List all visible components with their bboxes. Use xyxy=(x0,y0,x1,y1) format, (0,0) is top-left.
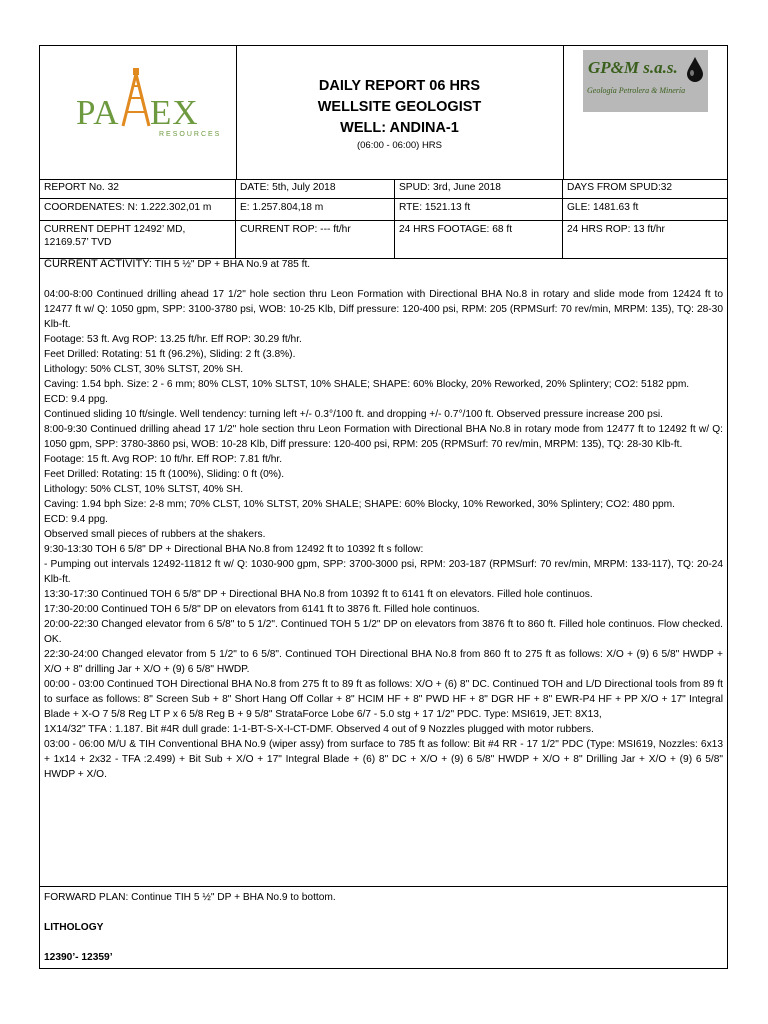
depth-interval: 12390’- 12359’ xyxy=(44,952,113,963)
activity-log xyxy=(44,287,723,782)
info-row xyxy=(40,221,727,259)
current-activity xyxy=(44,257,723,272)
gle: GLE: 1481.63 ft xyxy=(567,202,639,213)
parex-sub: RESOURCES xyxy=(159,131,222,138)
footage-24h: 24 HRS FOOTAGE: 68 ft xyxy=(395,221,563,258)
coordinates-e: E: 1.257.804,18 m xyxy=(236,199,395,220)
title-subtitle: (06:00 - 06:00) HRS xyxy=(356,140,442,151)
activity-paragraph: 9:30-13:30 TOH 6 5/8" DP + Directional BHA No.8 from 12492 ft to 10392 ft s follow: xyxy=(44,544,424,555)
parex-logo-cell xyxy=(40,46,237,179)
oil-drop-icon xyxy=(686,56,704,82)
activity-paragraph: Lithology: 50% CLST, 30% SLTST, 20% SH. xyxy=(44,364,244,375)
parex-logo xyxy=(40,46,236,179)
activity-paragraph: Caving: 1.94 bph Size: 2-8 mm; 70% CLST, 10% SLTST, 20% SHALE; SHAPE: 60% Blocky, 10% Reworked, 30% Splintery; CO2: 480 ppm. xyxy=(44,499,675,510)
activity-paragraph: Footage: 15 ft. Avg ROP: 10 ft/hr. Eff ROP: 7.81 ft/hr. xyxy=(44,454,283,465)
title-line-3: WELL: ANDINA-1 xyxy=(340,120,459,136)
activity-paragraph: 17:30-20:00 Continued TOH 6 5/8" DP on elevators from 6141 ft to 3876 ft. Filled hole continuos. xyxy=(44,604,480,615)
activity-paragraph: Feet Drilled: Rotating: 15 ft (100%), Sliding: 0 ft (0%). xyxy=(44,469,285,480)
gpm-logo xyxy=(583,50,708,112)
current-depth: CURRENT DEPHT 12492’ MD, 12169.57’ TVD xyxy=(40,221,236,258)
activity-paragraph: 20:00-22:30 Changed elevator from 6 5/8" to 5 1/2". Continued TOH 5 1/2" DP on elevators from 3876 ft to 860 ft. Filled hole continuos. Flow checked. OK. xyxy=(44,619,723,645)
activity-paragraph: ECD: 9.4 ppg. xyxy=(44,514,108,525)
report-page xyxy=(39,45,728,969)
activity-paragraph: 00:00 - 03:00 Continued TOH Directional BHA No.8 from 275 ft to 89 ft as follows: X/O + (6) 8" DC. Continued TOH and L/D Directional tools from 89 ft to surface as follows: 8" Screen Sub + 8" Short Hang Off Collar + 8" HCIM HF + 8" PWD HF + 8" DGR HF + 8" EWR-P4 HF + PP X/O + 17" Integral Blade + X-O 7 5/8 Reg LT P x 6 5/8 Reg B + 9 5/8" StrataForce Lobe 6/7 - 5.0 stg + 17 1/2" PDC. Type: MSI619, JET: 8X13, xyxy=(44,679,723,720)
activity-paragraph: 22:30-24:00 Changed elevator from 5 1/2" to 6 5/8". Continued TOH Directional BHA No.8 from 860 ft to 275 ft as follows: X/O + (9) 6 5/8" HWDP + X/O + 8" drilling Jar + X/O + (9) 6 5/8" HWDP. xyxy=(44,649,723,675)
activity-paragraph: Lithology: 50% CLST, 10% SLTST, 40% SH. xyxy=(44,484,244,495)
lithology-heading: LITHOLOGY xyxy=(44,922,104,933)
report-body xyxy=(40,257,727,782)
activity-paragraph: Continued sliding 10 ft/single. Well tendency: turning left +/- 0.3°/100 ft. and dropping +/- 0.7°/100 ft. Observed pressure increase 200 psi. xyxy=(44,409,664,420)
parex-brand-left: PA xyxy=(76,93,120,132)
activity-paragraph: Feet Drilled: Rotating: 51 ft (96.2%), Sliding: 2 ft (3.8%). xyxy=(44,349,296,360)
info-row xyxy=(40,199,727,221)
activity-paragraph: - Pumping out intervals 12492-11812 ft w/ Q: 1030-900 gpm, SPP: 3700-3000 psi, RPM: 203-187 (RPMSurf: 70 rev/min, MRPM: 133-117), TQ: 20-24 Klb-ft. xyxy=(44,559,723,585)
gpm-sub: Geología Petrolera & Minería xyxy=(587,86,686,95)
rte: RTE: 1521.13 ft xyxy=(395,199,563,220)
activity-paragraph: 13:30-17:30 Continued TOH 6 5/8" DP + Directional BHA No.8 from 10392 ft to 6141 ft on elevators. Filled hole continuos. xyxy=(44,589,593,600)
coordinates-n: COORDENATES: N: 1.222.302,01 m xyxy=(40,199,236,220)
days-from-spud: DAYS FROM SPUD:32 xyxy=(567,182,673,193)
activity-paragraph: 1X14/32" TFA : 1.187. Bit #4R dull grade: 1-1-BT-S-X-I-CT-DMF. Observed 4 out of 9 Nozzles plugged with motor rubbers. xyxy=(44,724,594,735)
report-title-block xyxy=(236,46,564,179)
activity-paragraph: Observed small pieces of rubbers at the shakers. xyxy=(44,529,266,540)
title-line-1: DAILY REPORT 06 HRS xyxy=(318,78,481,94)
current-activity-label: CURRENT ACTIVITY: xyxy=(44,258,152,270)
activity-paragraph: Footage: 53 ft. Avg ROP: 13.25 ft/hr. Eff ROP: 30.29 ft/hr. xyxy=(44,334,302,345)
current-activity-value: TIH 5 ½" DP + BHA No.9 at 785 ft. xyxy=(154,259,311,270)
report-number: REPORT No. 32 xyxy=(40,179,236,198)
activity-paragraph: 8:00-9:30 Continued drilling ahead 17 1/2" hole section thru Leon Formation with Directional BHA No.8 in rotary mode from 12477 ft to 12492 ft w/ Q: 1050 gpm, SPP: 3780-3860 psi, WOB: 10-28 Klb, Diff pressure: 120-400 psi, RPM: 205 (RPMSurf: 70 rev/min, MRPM: 135), TQ: 28-30 Klb-ft. xyxy=(44,424,723,450)
gpm-logo-cell xyxy=(563,46,727,179)
current-rop: CURRENT ROP: --- ft/hr xyxy=(236,221,395,258)
activity-paragraph: Caving: 1.54 bph. Size: 2 - 6 mm; 80% CLST, 10% SLTST, 10% SHALE; SHAPE: 60% Blocky, 20% Reworked, 20% Splintery; CO2: 5182 ppm. xyxy=(44,379,690,390)
forward-plan: FORWARD PLAN: Continue TIH 5 ½" DP + BHA No.9 to bottom. xyxy=(44,892,336,903)
gpm-brand: GP&M s.a.s. xyxy=(588,58,678,77)
info-row xyxy=(40,179,727,199)
rop-24h: 24 HRS ROP: 13 ft/hr xyxy=(567,224,665,235)
report-date: DATE: 5th, July 2018 xyxy=(236,179,395,198)
spud-date: SPUD: 3rd, June 2018 xyxy=(395,179,563,198)
title-line-2: WELLSITE GEOLOGIST xyxy=(317,99,482,115)
parex-brand-right: EX xyxy=(150,93,199,132)
activity-paragraph: 03:00 - 06:00 M/U & TIH Conventional BHA No.9 (wiper assy) from surface to 785 ft as follow: Bit #4 RR - 17 1/2" PDC (Type: MSI619, Nozzles: 6x13 + 1x14 + 2x32 - TFA :2.499) + Bit Sub + X/O + 17" Integral Blade + (6) 8" DC + X/O + (9) 6 5/8" HWDP + X/O + 8" Drilling Jar + X/O + (9) 6 5/8" HWDP + X/O. xyxy=(44,739,723,780)
activity-paragraph: 04:00-8:00 Continued drilling ahead 17 1/2" hole section thru Leon Formation with Directional BHA No.8 in rotary and slide mode from 12424 ft to 12477 ft w/ Q: 1050 gpm, SPP: 3100-3780 psi, WOB: 10-25 Klb, Diff pressure: 120-400 psi, RPM: 205 (RPMSurf: 70 rev/min, MRPM: 135), TQ: 28-30 Klb-ft. xyxy=(44,289,723,330)
info-grid xyxy=(40,179,727,259)
separator xyxy=(40,886,727,887)
report-header xyxy=(40,46,727,180)
activity-paragraph: ECD: 9.4 ppg. xyxy=(44,394,108,405)
